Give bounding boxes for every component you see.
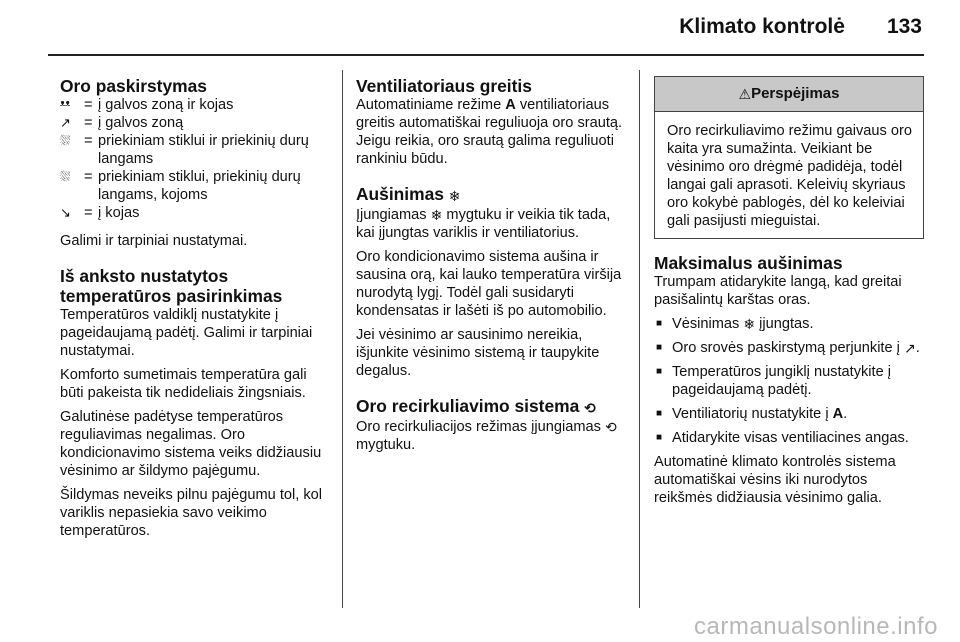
heading-recirculation: Oro recirkuliavimo sistema ⟲ <box>356 396 596 416</box>
paragraph: Šildymas neveiks pilnu pajėgumu tol, kol variklis nepasiekia savo veikimo temperatūros. <box>60 487 323 539</box>
watermark: carmanualsonline.info <box>694 613 938 640</box>
head-icon: ↗ <box>903 340 916 356</box>
heading-fan-speed: Ventiliatoriaus greitis <box>356 76 532 96</box>
paragraph: Įjungiamas ❄ mygtuku ir veikia tik tada, kai įjungtas variklis ir ventiliatorius. <box>356 207 611 241</box>
page-header <box>679 15 922 38</box>
snowflake-icon: ❄ <box>743 316 756 332</box>
paragraph: Oro kondicionavimo sistema aušina ir sausina orą, kai lauko temperatūra viršija nurodytą lygį. Todėl gali susidaryti kondensatas ir lašėti iš po automobilio. <box>356 249 622 319</box>
paragraph: Automatinė klimato kontrolės sistema automatiškai vėsins iki nurodytos reikšmės didžiausia vėsinimo galia. <box>654 454 896 506</box>
bullet-icon: ■ <box>656 318 663 329</box>
bullet-icon: ■ <box>656 408 663 419</box>
paragraph: Galutinėse padėtyse temperatūros reguliavimas negalimas. Oro kondicionavimo sistema veiks didžiausiu vėsinimo ar šildymo pajėgumu. <box>60 409 322 479</box>
list-item: ↘ = į kojas <box>60 205 140 221</box>
bullet-icon: ■ <box>656 342 663 353</box>
heading-air-distribution: Oro paskirstymas <box>60 76 207 96</box>
header-rule <box>48 54 924 56</box>
page-number: 133 <box>886 15 922 38</box>
paragraph: Komforto sumetimais temperatūra gali būti pakeista tik nedideliais žingsniais. <box>60 367 307 401</box>
air-distribution-list <box>60 96 330 222</box>
head-feet-icon: ᵜᵜ <box>60 97 71 112</box>
feet-icon: ↘ <box>60 205 71 220</box>
list-item: ■ Temperatūros jungiklį nustatykite į pageidaujamą padėtį. <box>656 364 892 398</box>
column-3 <box>654 76 924 513</box>
paragraph: Oro recirkuliacijos režimas įjungiamas ⟲ mygtuku. <box>356 419 617 453</box>
head-icon: ↗ <box>60 115 71 130</box>
snowflake-icon: ❄ <box>448 188 461 204</box>
paragraph: Automatiniame režime A ventiliatoriaus greitis automatiškai reguliuoja oro srautą. Jeigu reikia, oro srautą galima reguliuoti rankiniu būdu. <box>356 97 623 167</box>
windscreen-icon: ⛆ <box>60 133 71 148</box>
recirculation-icon: ⟲ <box>584 400 596 416</box>
list-item: ■ Oro srovės paskirstymą perjunkite į ↗. <box>656 340 920 356</box>
column-divider-2 <box>639 70 640 608</box>
paragraph: Galimi ir tarpiniai nustatymai. <box>60 233 248 249</box>
column-divider-1 <box>342 70 343 608</box>
snowflake-icon: ❄ <box>430 207 443 223</box>
section-title: Klimato kontrolė <box>679 15 845 38</box>
list-item: ᵜᵜ = į galvos zoną ir kojas <box>60 97 234 113</box>
warning-icon: ⚠ <box>738 86 752 102</box>
windscreen-feet-icon: ⛆ <box>60 169 71 184</box>
heading-cooling: Aušinimas ❄ <box>356 184 461 204</box>
heading-preset-temperature: Iš anksto nustatytos temperatūros pasirinkimas <box>60 266 283 306</box>
paragraph: Jei vėsinimo ar sausinimo nereikia, išjunkite vėsinimo sistemą ir taupykite degalus. <box>356 327 600 379</box>
bullet-icon: ■ <box>656 366 663 377</box>
warning-box <box>654 76 924 239</box>
list-item: ↗ = į galvos zoną <box>60 115 184 131</box>
column-1 <box>60 76 330 546</box>
list-item: ⛆ = priekiniam stiklui, priekinių durų langams, kojoms <box>60 169 301 203</box>
warning-header: ⚠Perspėjimas <box>655 77 923 112</box>
bullet-icon: ■ <box>656 432 663 443</box>
paragraph: Trumpam atidarykite langą, kad greitai pasišalintų karštas oras. <box>654 274 902 308</box>
recirculation-icon: ⟲ <box>604 419 617 435</box>
paragraph: Temperatūros valdiklį nustatykite į pageidaujamą padėtį. Galimi ir tarpiniai nustatymai. <box>60 307 313 359</box>
list-item: ■ Vėsinimas ❄ įjungtas. <box>656 316 814 332</box>
column-2 <box>356 76 628 460</box>
warning-text: Oro recirkuliavimo režimu gaivaus oro kaita yra sumažinta. Veikiant be vėsinimo oro drėgmė padidėja, todėl langai gali aprasoti. Keleivių skyriaus oro kokybė pablogės, dėl ko keleiviai gali pasijusti mieguistai. <box>667 123 912 229</box>
list-item: ■ Atidarykite visas ventiliacines angas. <box>656 430 909 446</box>
list-item: ■ Ventiliatorių nustatykite į A. <box>656 406 848 422</box>
list-item: ⛆ = priekiniam stiklui ir priekinių durų langams <box>60 133 309 167</box>
heading-max-cooling: Maksimalus aušinimas <box>654 253 843 273</box>
